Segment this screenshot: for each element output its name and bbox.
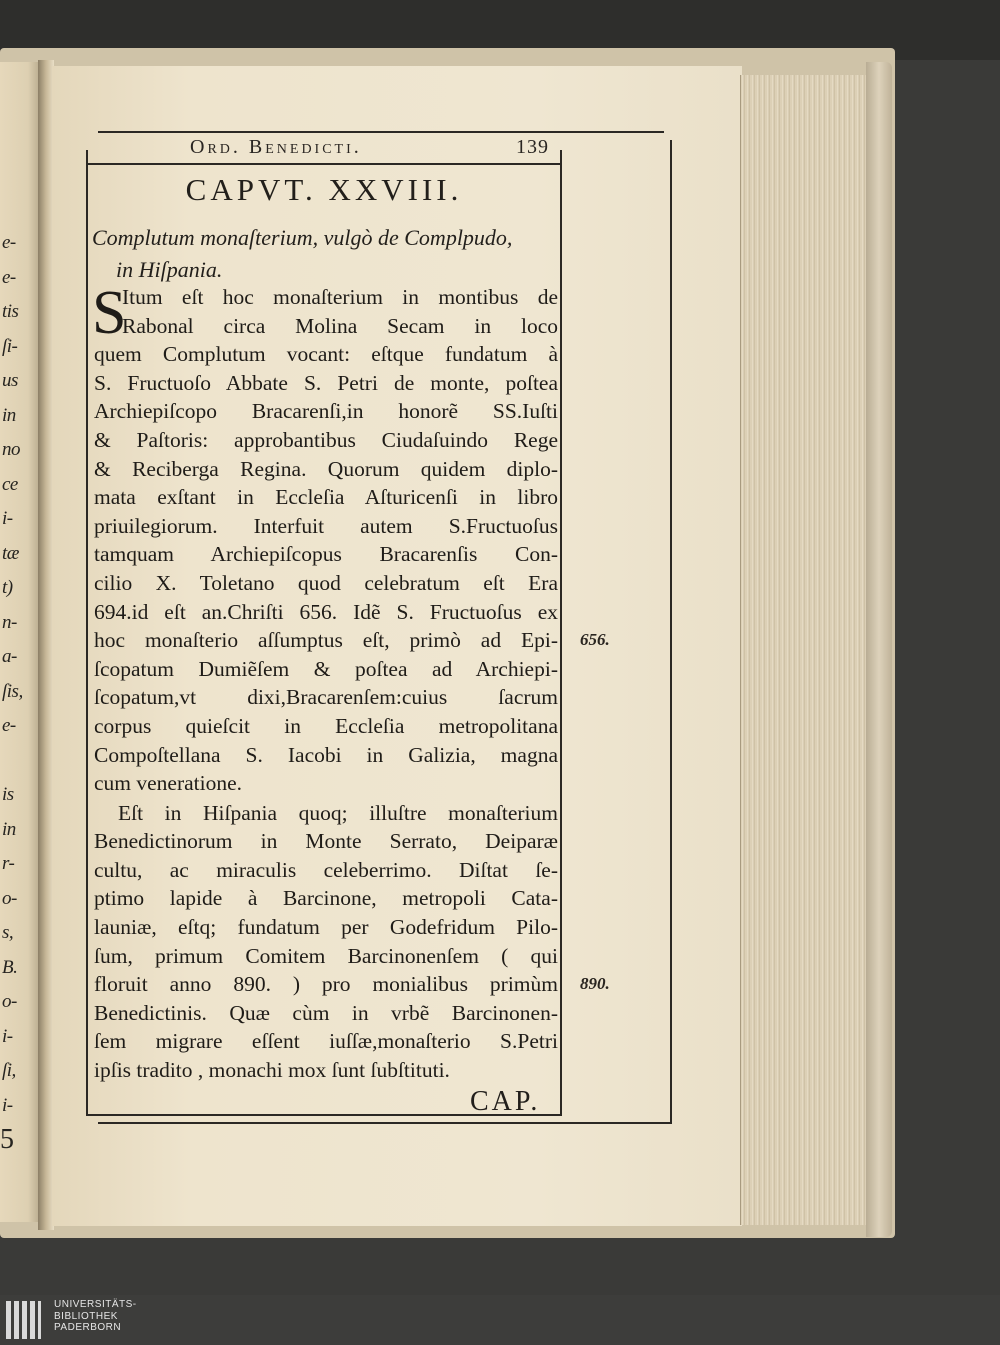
left-page-bottom-fragment: 5: [0, 1124, 14, 1155]
text-line: priuilegiorum. Interfuit autem S.Fructuoſus: [94, 513, 558, 538]
left-page-fragment: e-: [2, 715, 16, 736]
text-line: Compoſtellana S. Iacobi in Galizia, magna: [94, 742, 558, 767]
library-logo-icon: [6, 1301, 42, 1339]
margin-note-890: 890.: [580, 974, 610, 993]
text-line: ipſis tradito , monachi mox ſunt ſubſtituti.: [94, 1058, 450, 1083]
text-line: & Reciberga Regina. Quorum quidem diplo-: [94, 456, 558, 481]
text-frame-left: [86, 150, 88, 1114]
text-line: ſum, primum Comitem Barcinonenſem ( qui: [94, 943, 558, 968]
catchword: CAP.: [470, 1086, 541, 1117]
text-line: S. Fructuoſo Abbate S. Petri de monte, poſtea: [94, 370, 558, 395]
left-page-fragment: s,: [2, 922, 14, 943]
left-page-fragment: a-: [2, 646, 17, 667]
outer-frame-bottom: [98, 1122, 672, 1124]
left-page-fragment: r-: [2, 853, 15, 874]
library-name-line-2: BIBLIOTHEK: [54, 1310, 118, 1322]
cover-edge: [866, 62, 892, 1237]
text-line: Eſt in Hiſpania quoq; illuſtre monaſterium: [118, 800, 558, 825]
subtitle-line-2: in Hiſpania.: [116, 257, 223, 282]
text-line: launiæ, eſtq; fundatum per Godefridum Pilo-: [94, 915, 558, 940]
chapter-subtitle: [92, 222, 562, 286]
text-line: Benedictinis. Quæ cùm in vrbẽ Barcinonen-: [94, 1000, 558, 1025]
text-line: cilio X. Toletano quod celebratum eſt Era: [94, 570, 558, 595]
left-page-fragment: is: [2, 784, 14, 805]
left-page-fragment: in: [2, 404, 16, 426]
text-line: ſcopatum,vt dixi,Bracarenſem:cuius ſacrum: [94, 685, 558, 710]
left-page-fragment: ſi,: [2, 1060, 16, 1081]
text-line: Archiepiſcopo Bracarenſi,in honorẽ SS.Iuſti: [94, 399, 558, 424]
left-page-fragment: tis: [2, 301, 19, 322]
left-page-fragment: no: [2, 439, 20, 460]
text-line: cum veneratione.: [94, 771, 243, 796]
page-number: 139: [516, 136, 549, 158]
text-line: ptimo lapide à Barcinone, metropoli Cata-: [94, 886, 558, 911]
left-page-fragment: tæ: [2, 542, 19, 564]
left-page-fragment: o-: [2, 991, 17, 1012]
left-page-fragment: ſis,: [2, 680, 23, 702]
left-page-fragment: B.: [2, 956, 18, 978]
left-page: [0, 62, 40, 1222]
text-line: Rabonal circa Molina Secam in loco: [122, 313, 558, 338]
chapter-title: CAPVT. XXVIII.: [185, 172, 463, 207]
left-page-fragment: us: [2, 370, 18, 391]
text-frame-right: [560, 150, 562, 1114]
left-page-fragment: e-: [2, 266, 16, 288]
top-rule: [98, 131, 664, 133]
text-line: tamquam Archiepiſcopus Bracarenſis Con-: [94, 542, 558, 567]
left-page-fragment: ce: [2, 473, 18, 495]
left-page-fragment: ſi-: [2, 335, 18, 357]
drop-cap: S: [92, 279, 127, 347]
text-line: mata exſtant in Eccleſia Aſturicenſi in libro: [94, 485, 558, 510]
library-name-line-1: UNIVERSITÄTS-: [54, 1299, 137, 1310]
left-page-fragment: n-: [2, 611, 17, 633]
left-page-fragment: i-: [2, 508, 13, 529]
text-line: hoc monaſterio aſſumptus eſt, primò ad Epi-: [94, 628, 558, 653]
left-page-fragment: in: [2, 818, 16, 840]
outer-frame-right: [670, 140, 672, 1124]
text-line: Itum eſt hoc monaſterium in montibus de: [122, 285, 558, 309]
subtitle-line-1: Complutum monaſterium, vulgò de Complpudo,: [92, 225, 513, 250]
left-page-fragment: i-: [2, 1025, 13, 1047]
body-text: [92, 279, 558, 1085]
left-page-text-fragments: [2, 232, 38, 1129]
text-line: quem Complutum vocant: eſtque fundatum à: [94, 342, 558, 367]
paragraph-2: [94, 799, 558, 1085]
text-line: ſcopatum Dumiẽſem & poſtea ad Archiepi-: [94, 656, 558, 681]
library-footer: [0, 1295, 1000, 1345]
left-page-fragment: o-: [2, 887, 17, 909]
library-name: [54, 1299, 137, 1334]
left-page-fragment: [2, 750, 38, 785]
text-line: ſem migrare eſſent iuſſæ,monaſterio S.Petri: [94, 1029, 558, 1054]
text-line: 694.id eſt an.Chriſti 656. Idẽ S. Fructuoſus ex: [94, 599, 558, 624]
left-page-fragment: e-: [2, 232, 16, 253]
text-line: cultu, ac miraculis celeberrimo. Diſtat ſe-: [94, 857, 558, 882]
margin-note-656: 656.: [580, 630, 610, 649]
page-edges: [740, 75, 869, 1225]
paragraph-1: [92, 279, 558, 798]
text-line: Benedictinorum in Monte Serrato, Deiparæ: [94, 829, 558, 854]
text-line: & Paſtoris: approbantibus Ciudaſuindo Rege: [94, 427, 558, 452]
library-name-line-3: PADERBORN: [54, 1322, 122, 1333]
text-line: corpus quieſcit in Eccleſia metropolitana: [94, 713, 558, 738]
left-page-fragment: t): [2, 577, 13, 598]
running-head: [0, 136, 549, 166]
running-head-title: Ord. Benedicti.: [190, 136, 362, 158]
left-page-fragment: i-: [2, 1094, 13, 1116]
text-line: floruit anno 890. ) pro monialibus primùm: [94, 972, 558, 997]
